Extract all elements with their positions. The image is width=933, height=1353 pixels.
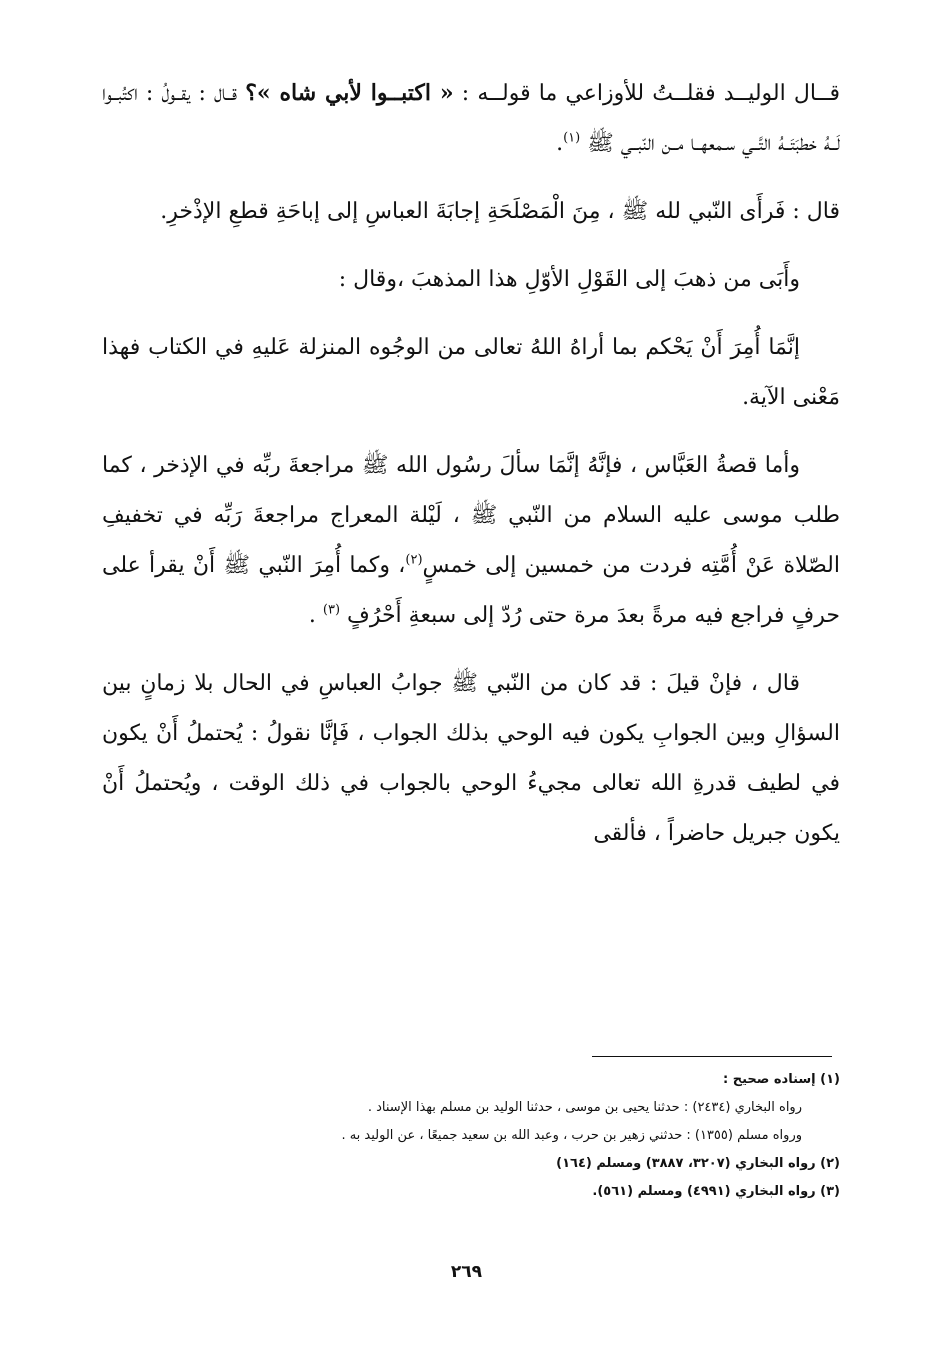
footnote-separator xyxy=(592,1056,832,1057)
page-number: ٢٦٩ xyxy=(450,1262,483,1282)
paragraph-5-lead: وأما قصةُ العَبَّاس ، فإنَّهُ إنَّمَا سألَ رسُول الله ﷺ مراجعةَ ربِّه في الإذخر ، كما طلب موسى عليه السلام من النّبي ﷺ ، لَيْلة المعراج مراجعةَ رَبِّه في تخفيفِ الصّلاة عَنْ أُمَّتِه فردت من خمسين إلى خمسٍ xyxy=(102,453,840,578)
footnote-ref-1: (١) xyxy=(563,130,581,146)
paragraph-6-text: قال ، فإنْ قيلَ : قد كان من النّبي ﷺ جوابُ العباسِ في الحال بلا زمانٍ بين السؤالِ وبين الجوابِ يكون فيه الوحي بذلك الجواب ، فَإنَّا نقولُ : يُحتملُ أَنْ يكون في لطيف قدرةِ الله تعالى مجيءُ الوحي بالجواب في ذلك الوقت ، ويُحتملُ أَنْ يكون جبريل حاضراً ، فألقى xyxy=(102,671,840,846)
main-text xyxy=(102,68,840,877)
paragraph-5-end: . xyxy=(308,603,323,628)
footnote-1-line-a: رواه البخاري (٢٤٣٤) : حدثنا يحيى بن موسى ، حدثنا الوليد بن مسلم بهذا الإسناد . xyxy=(367,1100,802,1115)
footnotes xyxy=(150,1066,840,1206)
paragraph-4-text: إنَّمَا أُمِرَ أَنْ يَحْكم بما أراهُ اللهُ تعالى من الوجُوه المنزلة عَليهِ في الكتاب فهذا مَعْنى الآية. xyxy=(102,335,840,410)
paragraph-3 xyxy=(102,255,840,305)
footnote-1-title: (١) إسناده صحيح : xyxy=(723,1072,840,1087)
paragraph-1-lead: قــال الوليــد فقلــتُ للأوزاعي ما قولــه : xyxy=(453,81,840,106)
paragraph-1-quote: « اكتبــوا لأبي شاه »؟ xyxy=(245,80,454,106)
paragraph-4 xyxy=(102,323,840,423)
paragraph-5-mid: ، وكما أُمِرَ النّبي ﷺ أَنْ يقرأ على حرفٍ فراجع فيه مرةً بعدَ مرة حتى رُدّ إلى سبعةِ أَحْرُفٍ xyxy=(102,553,840,628)
paragraph-3-text: وأَبَى من ذهبَ إلى القَوْلِ الأوّلِ هذا المذهبَ ،وقال : xyxy=(338,267,800,292)
paragraph-1-rest: قــال : يقــولُ : اكتُبــوا لَــهُ خطبَتَــهُ التَّــي سـمعهــا مــن النّبــي ﷺ xyxy=(102,81,840,156)
paragraph-5 xyxy=(102,441,840,641)
footnote-ref-3: (٣) xyxy=(322,602,341,618)
paragraph-6 xyxy=(102,659,840,859)
paragraph-1-end: . xyxy=(556,131,564,156)
footnote-2: (٢) رواه البخاري (٣٢٠٧، ٣٨٨٧) ومسلم (١٦٤) xyxy=(556,1156,840,1171)
footnote-1-line-b: ورواه مسلم (١٣٥٥) : حدثني زهير بن حرب ، وعبد الله بن سعيد جميعًا ، عن الوليد به . xyxy=(341,1128,802,1143)
paragraph-2-text: قال : فَرأَى النّبي لله ﷺ ، مِنَ الْمَصْلَحَةِ إجابَةَ العباسِ إلى إباحَةِ قطعِ الإذْخرِ. xyxy=(160,199,840,224)
paragraph-1 xyxy=(102,68,840,169)
paragraph-2 xyxy=(102,187,840,237)
footnote-ref-2: (٢) xyxy=(405,552,423,568)
footnote-3: (٣) رواه البخاري (٤٩٩١) ومسلم (٥٦١). xyxy=(592,1184,840,1199)
